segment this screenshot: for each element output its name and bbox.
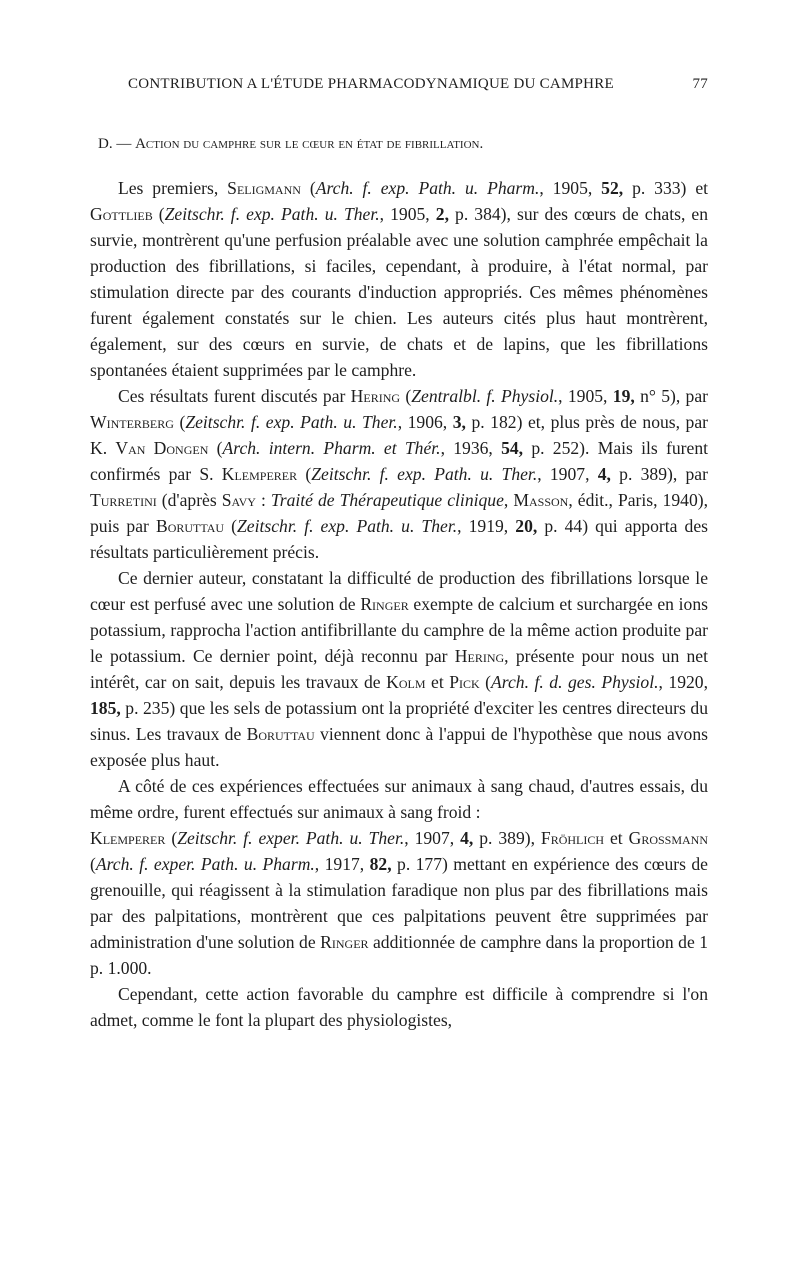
bold-run: 3, bbox=[452, 412, 466, 432]
text-run: , 1917, bbox=[314, 854, 370, 874]
text-run: , 1905, bbox=[558, 386, 613, 406]
author-name: Boruttau bbox=[246, 724, 315, 744]
text-run: A côté de ces expériences effectuées sur animaux à sang chaud, d'autres essais, du même ordre, furent effectués sur animaux à sang froid : bbox=[90, 776, 708, 822]
text-run: , 1907, bbox=[404, 828, 461, 848]
author-name: Masson bbox=[513, 490, 569, 510]
author-name: Klemperer bbox=[221, 464, 298, 484]
author-name: Ringer bbox=[360, 594, 409, 614]
author-name: Winterberg bbox=[90, 412, 174, 432]
text-run: ( bbox=[479, 672, 492, 692]
text-run: et bbox=[425, 672, 450, 692]
italic-run: Zeitschr. f. exp. Path. u. Ther. bbox=[311, 464, 538, 484]
paragraph-5 bbox=[90, 825, 708, 981]
paragraph-4 bbox=[90, 773, 708, 825]
text-run: ( bbox=[173, 412, 186, 432]
text-run: p. 235) que les sels de potassium ont la propriété d'exciter les centres directeurs du sinus. Les travaux de bbox=[90, 698, 708, 744]
bold-run: 19, bbox=[612, 386, 635, 406]
author-name: Kolm bbox=[386, 672, 426, 692]
text-run: , 1905, bbox=[539, 178, 602, 198]
text-run: , 1919, bbox=[457, 516, 516, 536]
author-name: Ringer bbox=[320, 932, 369, 952]
bold-run: 4, bbox=[597, 464, 611, 484]
text-run: p. 252). Mais ils furent confirmés par S. bbox=[90, 438, 709, 484]
bold-run: 54, bbox=[501, 438, 524, 458]
author-name: Savy bbox=[221, 490, 256, 510]
page-number: 77 bbox=[692, 76, 708, 92]
text-run: ( bbox=[165, 828, 178, 848]
text-run: , 1907, bbox=[537, 464, 598, 484]
text-run: , présente pour nous un net intérêt, car on sait, depuis les travaux de bbox=[90, 646, 708, 692]
italic-run: Arch. f. exp. Path. u. Pharm. bbox=[315, 178, 540, 198]
text-run: , édit., Paris, 1940), puis par bbox=[90, 490, 709, 536]
text-run: Les premiers, bbox=[118, 178, 228, 198]
text-run: ( bbox=[90, 854, 96, 874]
text-run: ( bbox=[208, 438, 223, 458]
author-name: Grossmann bbox=[628, 828, 709, 848]
body-text bbox=[90, 175, 708, 1033]
author-name: Fröhlich bbox=[540, 828, 605, 848]
section-letter: D. — bbox=[98, 136, 132, 152]
text-run: ( bbox=[152, 204, 165, 224]
text-run: exempte de calcium et surchargée en ions potassium, rapprocha l'action antifibrillante du camphre de la même action produite par le potassium. Ce dernier point, déjà reconnu par bbox=[90, 594, 708, 666]
text-run: , 1936, bbox=[440, 438, 502, 458]
text-run: p. 333) et bbox=[623, 178, 709, 198]
italic-run: Traité de Thérapeutique clinique bbox=[270, 490, 504, 510]
text-run: p. 44) qui apporta des résultats particulièrement précis. bbox=[90, 516, 708, 562]
paragraph-6 bbox=[90, 981, 708, 1033]
text-run: additionnée de camphre dans la proportion de 1 p. 1.000. bbox=[90, 932, 709, 978]
text-run: ( bbox=[224, 516, 237, 536]
text-run: , 1920, bbox=[658, 672, 709, 692]
paragraph-1 bbox=[90, 175, 708, 383]
text-run: p. 182) et, plus près de nous, par K. bbox=[90, 412, 709, 458]
author-name: Van Dongen bbox=[115, 438, 209, 458]
bold-run: 82, bbox=[369, 854, 392, 874]
text-run: Ce dernier auteur, constatant la difficulté de production des fibrillations lorsque le cœur est perfusé avec une solution de bbox=[90, 568, 708, 614]
paragraph-2 bbox=[90, 383, 708, 565]
bold-run: 52, bbox=[601, 178, 624, 198]
text-run: viennent donc à l'appui de l'hypothèse que nous avons exposée plus haut. bbox=[90, 724, 708, 770]
author-name: Boruttau bbox=[155, 516, 225, 536]
text-run: ( bbox=[297, 464, 312, 484]
author-name: Klemperer bbox=[90, 828, 166, 848]
text-run: , bbox=[503, 490, 514, 510]
author-name: Pick bbox=[449, 672, 480, 692]
text-run: p. 177) mettant en expérience des cœurs de grenouille, qui réagissent à la stimulation faradique non plus par des fibrillations mais par des palpitations, montrèrent que ces palpitations peuvent être supprimées par administration d'une solution de bbox=[90, 854, 708, 952]
text-run: ( bbox=[400, 386, 412, 406]
bold-run: 20, bbox=[515, 516, 538, 536]
text-run: : bbox=[255, 490, 271, 510]
bold-run: 185, bbox=[90, 698, 121, 718]
text-run: p. 389), par bbox=[610, 464, 708, 484]
running-head-title: CONTRIBUTION A L'ÉTUDE PHARMACODYNAMIQUE DU CAMPHRE bbox=[128, 76, 614, 92]
text-run: (d'après bbox=[156, 490, 222, 510]
italic-run: Zeitschr. f. exper. Path. u. Ther. bbox=[177, 828, 405, 848]
italic-run: Arch. f. exper. Path. u. Pharm. bbox=[95, 854, 315, 874]
italic-run: Zeitschr. f. exp. Path. u. Ther. bbox=[237, 516, 458, 536]
author-name: Hering bbox=[350, 386, 401, 406]
text-run: Ces résultats furent discutés par bbox=[118, 386, 351, 406]
text-run: , 1905, bbox=[379, 204, 436, 224]
italic-run: Zentralbl. f. Physiol. bbox=[411, 386, 559, 406]
section-heading bbox=[98, 136, 708, 153]
text-run: Cependant, cette action favorable du camphre est difficile à comprendre si l'on admet, comme le font la plupart des physiologistes, bbox=[90, 984, 708, 1030]
bold-run: 2, bbox=[435, 204, 449, 224]
text-run: ( bbox=[300, 178, 316, 198]
author-name: Turretini bbox=[90, 490, 157, 510]
author-name: Hering bbox=[454, 646, 505, 666]
author-name: Seligmann bbox=[227, 178, 301, 198]
italic-run: Arch. intern. Pharm. et Thér. bbox=[222, 438, 441, 458]
author-name: Gottlieb bbox=[90, 204, 153, 224]
text-run: p. 384), sur des cœurs de chats, en survie, montrèrent qu'une perfusion préalable avec une solution camphrée empêchait la production des fibrillations, si faciles, cependant, à produire, à l'état normal, par stimulation directe par des courants d'induction appropriés. Ces mêmes phénomènes furent également constatés sur le chien. Les auteurs cités plus haut montrèrent, également, sur des cœurs en survie, de chats et de lapins, que les fibrillations spontanées étaient supprimées par le camphre. bbox=[90, 204, 709, 380]
italic-run: Zeitschr. f. exp. Path. u. Ther. bbox=[164, 204, 380, 224]
text-run: n° 5), par bbox=[634, 386, 709, 406]
section-title: Action du camphre sur le cœur en état de fibrillation. bbox=[135, 136, 484, 152]
italic-run: Arch. f. d. ges. Physiol. bbox=[491, 672, 659, 692]
italic-run: Zeitschr. f. exp. Path. u. Ther. bbox=[185, 412, 398, 432]
paragraph-3 bbox=[90, 565, 708, 773]
text-run: p. 389), bbox=[473, 828, 541, 848]
text-run: et bbox=[604, 828, 629, 848]
text-run: , 1906, bbox=[397, 412, 453, 432]
bold-run: 4, bbox=[460, 828, 474, 848]
